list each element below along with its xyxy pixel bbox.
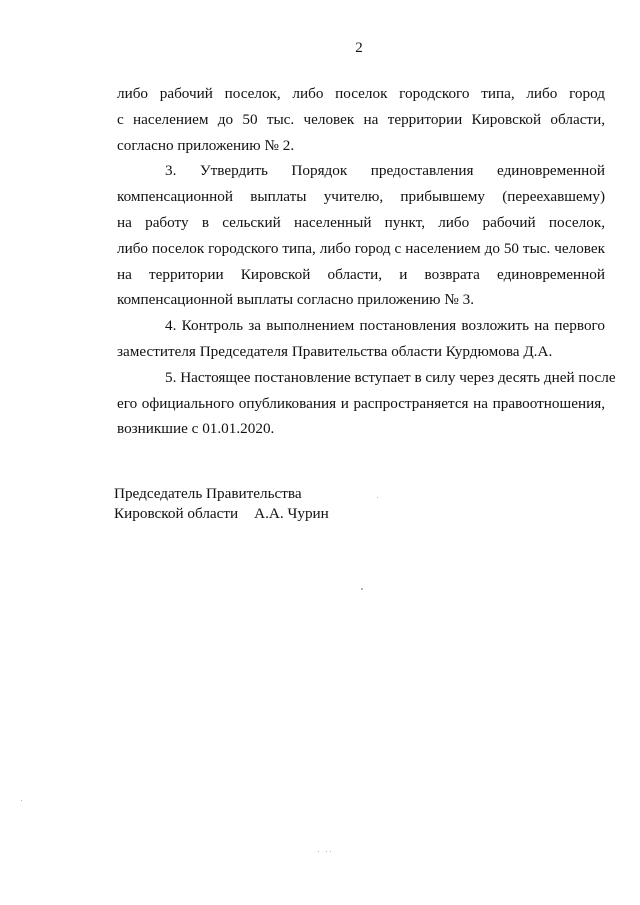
page-number: 2 <box>355 40 363 56</box>
text-line: 5. Настоящее постановление вступает в силу через десять дней после <box>165 368 616 386</box>
text-line: с населением до 50 тыс. человек на территории Кировской области, <box>117 110 605 128</box>
text-line: либо поселок городского типа, либо город с населением до 50 тыс. человек <box>117 239 605 257</box>
text-line: возникшие с 01.01.2020. <box>117 420 275 438</box>
text-line: его официального опубликования и распространяется на правоотношения, <box>117 394 605 412</box>
text-line: 4. Контроль за выполнением постановления возложить на первого <box>165 317 605 335</box>
text-line: компенсационной выплаты согласно приложению № 3. <box>117 291 475 309</box>
signatory-name: А.А. Чурин <box>254 505 329 522</box>
text-line: 3. Утвердить Порядок предоставления единовременной <box>165 162 605 180</box>
text-line: на работу в сельский населенный пункт, либо рабочий поселок, <box>117 213 605 231</box>
scan-speck <box>330 851 331 852</box>
text-line: компенсационной выплаты учителю, прибывшему (переехавшему) <box>117 188 605 206</box>
scan-speck <box>326 851 327 852</box>
scan-speck <box>318 851 319 852</box>
document-body <box>117 81 616 442</box>
paragraph-continuation <box>117 81 605 158</box>
paragraph-item-3 <box>117 158 605 313</box>
scan-speck <box>21 800 22 801</box>
signatory-region: Кировской области <box>114 505 239 522</box>
text-line: заместителя Председателя Правительства области Курдюмова Д.А. <box>117 342 553 360</box>
paragraph-item-4 <box>117 313 605 365</box>
text-line: на территории Кировской области, и возврата единовременной <box>117 265 605 283</box>
scan-speck <box>377 497 378 498</box>
paragraph-item-5 <box>117 365 616 442</box>
signature-block <box>114 484 329 524</box>
signatory-title: Председатель Правительства <box>114 485 302 502</box>
text-line: либо рабочий поселок, либо поселок городского типа, либо город <box>117 85 605 102</box>
signatory-region-row <box>114 504 329 524</box>
text-line: согласно приложению № 2. <box>117 136 295 154</box>
scan-speck <box>361 588 363 590</box>
